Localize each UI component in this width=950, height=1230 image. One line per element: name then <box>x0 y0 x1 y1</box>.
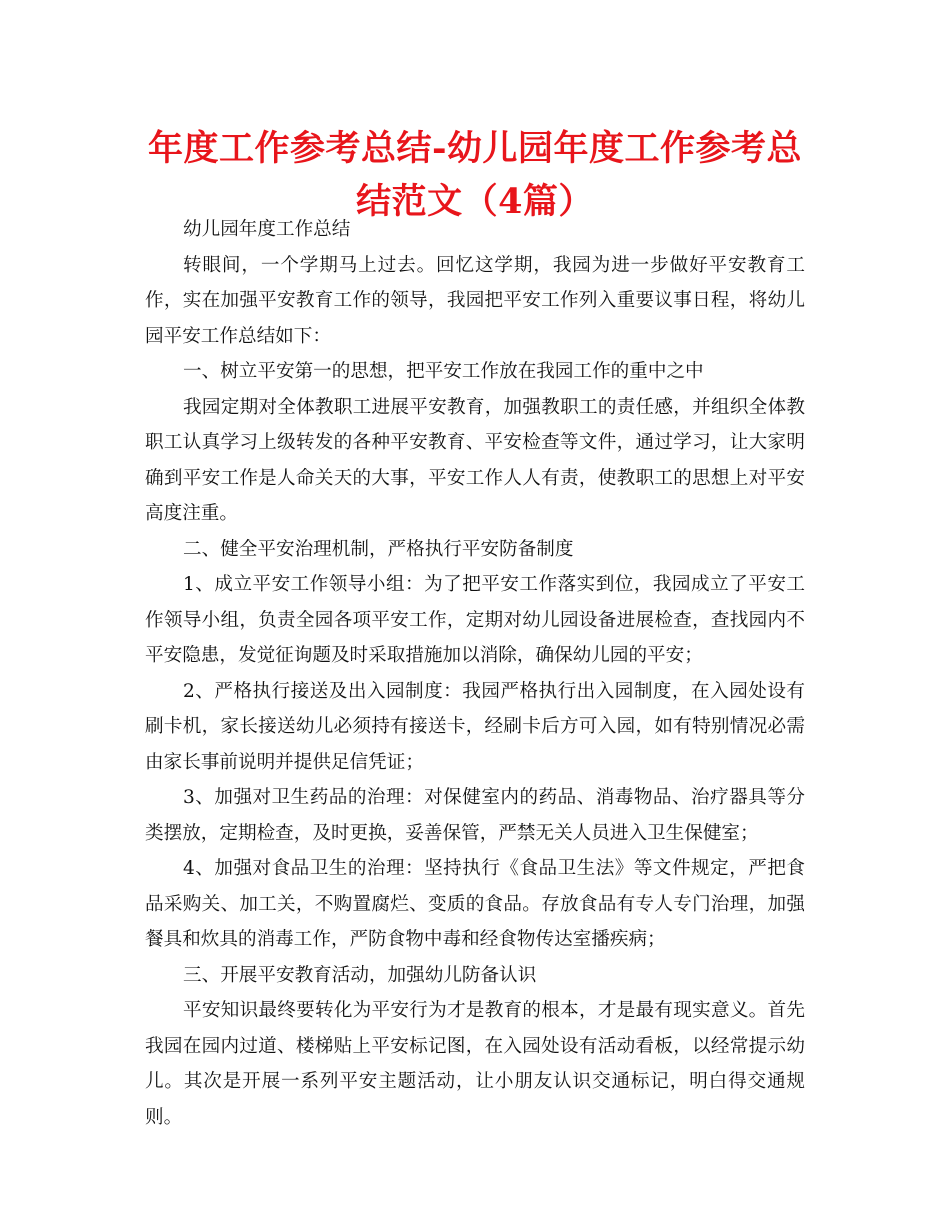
section-heading: 幼儿园年度工作总结 <box>183 219 351 240</box>
paragraph: 平安知识最终要转化为平安行为才是教育的根本，才是最有现实意义。首先我园在园内过道、楼梯贴上平安标记图，在入园处设有活动看板，以经常提示幼儿。其次是开展一系列平安主题活动，让小朋友认识交通标记，明白得交通规则。 <box>145 1000 805 1128</box>
paragraph: 我园定期对全体教职工进展平安教育，加强教职工的责任感，并组织全体教职工认真学习上级转发的各种平安教育、平安检查等文件，通过学习，让大家明确到平安工作是人命关天的大事，平安工作人人有责，使教职工的思想上对平安高度注重。 <box>145 396 805 524</box>
document-title: 年度工作参考总结-幼儿园年度工作参考总结范文（4篇） <box>147 128 803 222</box>
paragraph: 3、加强对卫生药品的治理：对保健室内的药品、消毒物品、治疗器具等分类摆放，定期检查，及时更换，妥善保管，严禁无关人员进入卫生保健室； <box>145 787 805 844</box>
paragraph: 4、加强对食品卫生的治理：坚持执行《食品卫生法》等文件规定，严把食品采购关、加工关，不购置腐烂、变质的食品。存放食品有专人专门治理，加强餐具和炊具的消毒工作，严防食物中毒和经食物传达室播疾病； <box>145 858 805 950</box>
paragraph: 1、成立平安工作领导小组：为了把平安工作落实到位，我园成立了平安工作领导小组，负责全园各项平安工作，定期对幼儿园设备进展检查，查找园内不平安隐患，发觉征询题及时采取措施加以消除，确保幼儿园的平安； <box>145 574 805 666</box>
section-heading: 三、开展平安教育活动，加强幼儿防备认识 <box>183 964 537 986</box>
section-heading: 二、健全平安治理机制，严格执行平安防备制度 <box>183 538 574 560</box>
document-body <box>145 212 805 1135</box>
paragraph: 转眼间，一个学期马上过去。回忆这学期，我园为进一步做好平安教育工作，实在加强平安教育工作的领导，我园把平安工作列入重要议事日程，将幼儿园平安工作总结如下： <box>145 254 805 347</box>
section-heading: 一、树立平安第一的思想，把平安工作放在我园工作的重中之中 <box>183 361 704 382</box>
paragraph: 2、严格执行接送及出入园制度：我园严格执行出入园制度，在入园处设有刷卡机，家长接送幼儿必须持有接送卡，经刷卡后方可入园，如有特别情况必需由家长事前说明并提供足信凭证； <box>145 680 805 773</box>
